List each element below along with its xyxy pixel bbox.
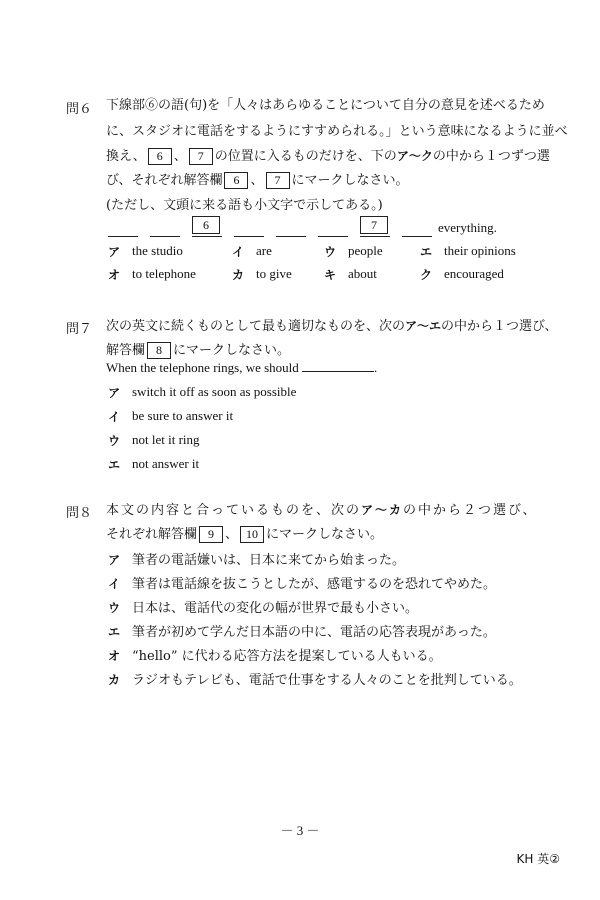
option-text: be sure to answer it — [132, 408, 234, 423]
option-text: their opinions — [444, 243, 516, 258]
q6-instruction-line4 — [106, 172, 409, 189]
answer-box-6: 6 — [224, 172, 248, 189]
q8-text: それぞれ解答欄 — [106, 527, 198, 542]
option-key: イ — [108, 410, 121, 424]
option-key: ア — [108, 386, 121, 400]
option-text: not answer it — [132, 456, 200, 471]
q6-end-word: everything. — [438, 220, 497, 235]
option-key: オ — [108, 268, 121, 282]
q8-instruction-line2 — [106, 526, 383, 543]
word-blank — [318, 236, 348, 237]
option-text: 日本は、電話代の変化の幅が世界で最も小さい。 — [132, 601, 419, 616]
word-blank — [108, 236, 138, 237]
option-text: the studio — [132, 243, 183, 258]
option-key: イ — [108, 577, 121, 591]
option-key: オ — [108, 649, 121, 663]
q6-note: (ただし、文頭に来る語も小文字で示してある。) — [106, 198, 383, 213]
word-blank — [192, 236, 222, 237]
option-text: 筆者の電話嫌いは、日本に来てから始まった。 — [132, 553, 406, 568]
word-blank — [150, 236, 180, 237]
option-key: エ — [108, 625, 121, 639]
word-blank — [234, 236, 264, 237]
q8-instruction-line1 — [106, 502, 538, 519]
option-text: are — [256, 243, 272, 258]
option-text: 筆者が初めて学んだ日本語の中に、電話の応答表現があった。 — [132, 625, 496, 640]
answer-box-8: 8 — [147, 342, 171, 359]
option-text: to give — [256, 266, 292, 281]
word-blank — [402, 236, 432, 237]
choice-range: ア～エ — [405, 319, 442, 333]
q6-text: の中から１つずつ選 — [432, 149, 550, 164]
q6-instruction-line2: に、スタジオに電話をするようにすすめられる。」という意味になるように並べ — [106, 124, 568, 139]
option-key: カ — [232, 268, 245, 282]
answer-box-6: 6 — [148, 148, 172, 165]
q6-text: び、それぞれ解答欄 — [106, 173, 223, 188]
answer-box-9: 9 — [199, 526, 223, 543]
q6-text: の位置に入るものだけを、下の — [214, 149, 397, 164]
q7-sentence-text: When the telephone rings, we should — [106, 360, 299, 375]
q7-sentence-period: . — [374, 360, 378, 375]
q7-text: 解答欄 — [106, 343, 146, 358]
option-key: イ — [232, 245, 245, 259]
option-text: people — [348, 243, 383, 258]
q7-sentence — [106, 360, 377, 376]
option-text: “hello” に代わる応答方法を提案している人もいる。 — [132, 649, 442, 664]
q7-text: にマークしなさい。 — [173, 343, 291, 358]
option-key: ウ — [108, 601, 121, 615]
question-8-number: 問８ — [66, 506, 93, 521]
choice-range: ア～カ — [361, 503, 404, 517]
choice-range: ア～ク — [396, 149, 433, 163]
answer-box-6: 6 — [192, 216, 220, 234]
option-key: キ — [324, 268, 337, 282]
question-6-number: 問６ — [66, 102, 93, 117]
sentence-blank — [302, 361, 374, 372]
option-key: ア — [108, 553, 121, 567]
option-key: エ — [420, 245, 433, 259]
q6-text: 換え、 — [106, 149, 146, 164]
q8-text: 本文の内容と合っているものを、次の — [106, 503, 362, 518]
q6-instruction-line1: 下線部⑥の語(句)を「人々はあらゆることについて自分の意見を述べるため — [106, 98, 545, 113]
exam-code: KH 英② — [516, 852, 560, 866]
option-key: ク — [420, 268, 433, 282]
q8-text: の中から２つ選び、 — [403, 503, 538, 518]
word-blank — [276, 236, 306, 237]
word-blank — [360, 236, 390, 237]
option-key: ウ — [108, 434, 121, 448]
page-number: － 3 － — [280, 823, 320, 838]
q7-instruction-line2 — [106, 342, 290, 359]
option-text: 筆者は電話線を抜こうとしたが、感電するのを恐れてやめた。 — [132, 577, 497, 592]
q7-instruction-line1 — [106, 318, 558, 335]
q8-text: にマークしなさい。 — [266, 527, 384, 542]
option-key: ア — [108, 245, 121, 259]
option-key: カ — [108, 673, 121, 687]
q6-text: にマークしなさい。 — [291, 173, 409, 188]
option-key: エ — [108, 458, 121, 472]
option-text: not let it ring — [132, 432, 200, 447]
option-text: encouraged — [444, 266, 504, 281]
q7-text: 次の英文に続くものとして最も適切なものを、次の — [106, 319, 406, 334]
option-text: to telephone — [132, 266, 196, 281]
option-text: ラジオもテレビも、電話で仕事をする人々のことを批判している。 — [132, 673, 522, 688]
option-text: switch it off as soon as possible — [132, 384, 297, 399]
q7-text: の中から１つ選び、 — [441, 319, 558, 334]
answer-box-7: 7 — [266, 172, 290, 189]
separator: 、 — [173, 149, 187, 164]
answer-box-10: 10 — [240, 526, 264, 543]
q6-instruction-line3 — [106, 148, 550, 165]
separator: 、 — [250, 173, 264, 188]
option-key: ウ — [324, 245, 337, 259]
separator: 、 — [225, 527, 239, 542]
option-text: about — [348, 266, 377, 281]
question-7-number: 問７ — [66, 322, 93, 337]
answer-box-7: 7 — [360, 216, 388, 234]
answer-box-7: 7 — [189, 148, 213, 165]
